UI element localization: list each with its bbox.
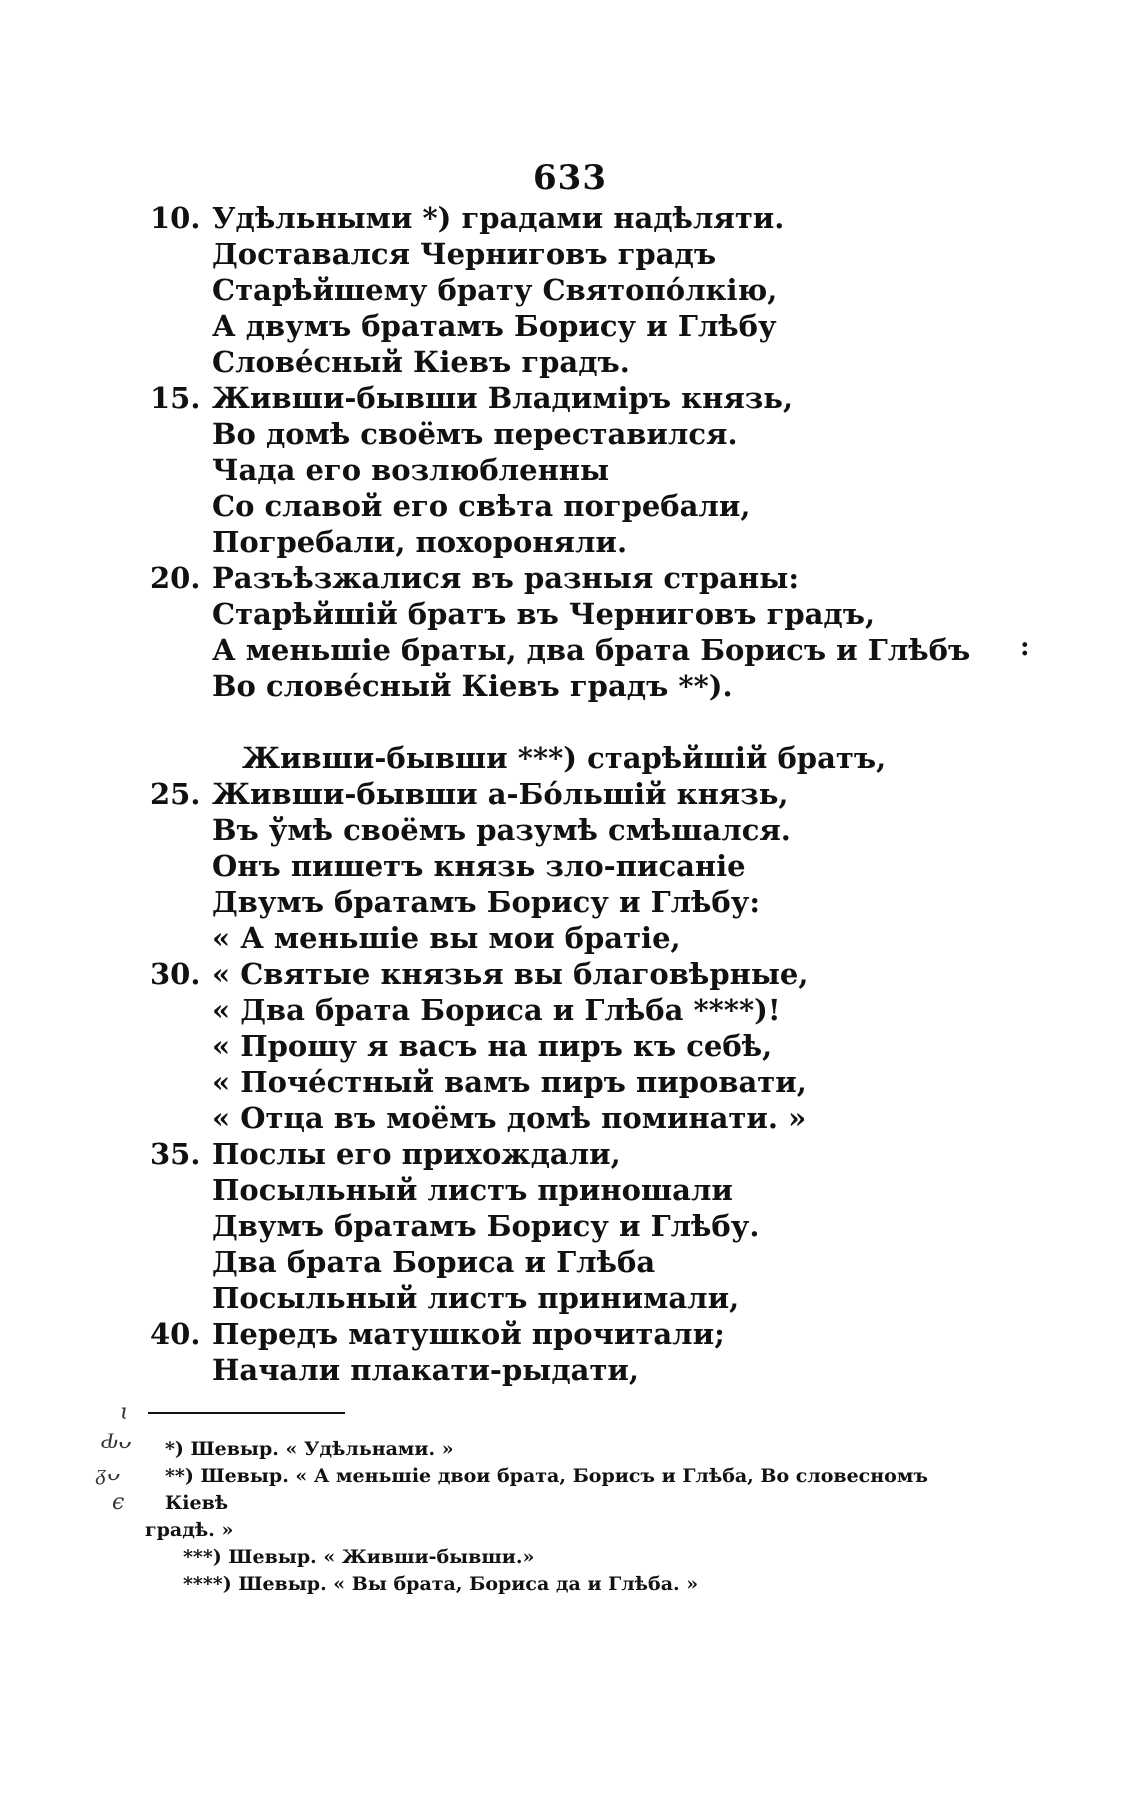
footnote-divider — [148, 1412, 345, 1414]
line-number: 35. — [150, 1137, 201, 1171]
margin-mark-dots: : — [1020, 632, 1030, 662]
line-text: Чада его возлюбленны — [212, 453, 610, 487]
poem-line — [150, 1172, 970, 1208]
poem-line — [150, 776, 970, 812]
footnote-4: ****) Шевыр. « Вы брата, Бориса да и Глѣба. » — [183, 1573, 699, 1595]
poem-line — [150, 956, 970, 992]
poem-line — [150, 1244, 970, 1280]
line-text: Два брата Бориса и Глѣба — [212, 1245, 656, 1279]
line-text: Онъ пишетъ князь зло-писаніе — [212, 849, 746, 883]
line-number: 20. — [150, 561, 201, 595]
line-text: Разъѣзжалися въ разныя страны: — [212, 561, 800, 595]
poem-line — [150, 1352, 970, 1388]
line-text: Старѣйшій братъ въ Черниговъ градъ, — [212, 597, 876, 631]
line-text: « Отца въ моёмъ домѣ поминати. » — [212, 1101, 807, 1135]
poem-line — [150, 596, 970, 632]
poem-line — [150, 884, 970, 920]
line-text: « Святые князья вы благовѣрные, — [212, 957, 809, 991]
poem-line — [150, 1136, 970, 1172]
line-text: « Прошу я васъ на пиръ къ себѣ, — [212, 1029, 773, 1063]
poem-line — [150, 488, 970, 524]
line-text: Посыльный листъ принимали, — [212, 1281, 740, 1315]
poem-line — [150, 632, 970, 668]
poem-line — [150, 236, 970, 272]
line-text: Послы его прихождали, — [212, 1137, 621, 1171]
poem-line — [150, 1316, 970, 1352]
margin-note: Ԃᴗ — [100, 1429, 131, 1454]
footnote-2: **) Шевыр. « А меньшіе двои брата, Борисъ и Глѣба, Во словесномъ Кіевѣ — [165, 1465, 928, 1514]
line-text: Со славой его свѣта погребали, — [212, 489, 751, 523]
line-text: Живши-бывши а-Бόльшій князь, — [212, 777, 789, 811]
line-number: 40. — [150, 1317, 201, 1351]
line-text: « Почéстный вамъ пиръ пировати, — [212, 1065, 807, 1099]
poem-line — [150, 560, 970, 596]
poem-line — [150, 272, 970, 308]
poem-line — [150, 1100, 970, 1136]
line-text: Доставался Черниговъ градъ — [212, 237, 717, 271]
line-text: А двумъ братамъ Борису и Глѣбу — [212, 309, 777, 343]
line-text: А меньшіе браты, два брата Борисъ и Глѣбъ — [212, 633, 971, 667]
line-text: Во словéсный Кіевъ градъ **). — [212, 669, 733, 703]
poem-line — [150, 1064, 970, 1100]
poem-line — [150, 1280, 970, 1316]
poem-line — [150, 380, 970, 416]
line-text: Словéсный Кіевъ градъ. — [212, 345, 630, 379]
line-number: 15. — [150, 381, 201, 415]
footnote-1: *) Шевыр. « Удѣльнами. » — [165, 1438, 454, 1460]
margin-note: ɩ — [120, 1400, 129, 1425]
poem-line — [150, 1028, 970, 1064]
poem-line — [150, 344, 970, 380]
poem-line — [150, 992, 970, 1028]
poem-text — [150, 200, 970, 1388]
poem-line — [150, 1208, 970, 1244]
line-text: « А меньшіе вы мои братіе, — [212, 921, 681, 955]
poem-line — [150, 812, 970, 848]
poem-line — [150, 524, 970, 560]
poem-line — [150, 200, 970, 236]
poem-line — [150, 920, 970, 956]
poem-line — [150, 416, 970, 452]
line-text: Начали плакати-рыдати, — [212, 1353, 640, 1387]
line-text: « Два брата Бориса и Глѣба ****)! — [212, 993, 781, 1027]
footnote-3: ***) Шевыр. « Живши-бывши.» — [183, 1546, 535, 1568]
line-text: Двумъ братамъ Борису и Глѣбу. — [212, 1209, 760, 1243]
poem-line — [150, 668, 970, 704]
line-text: Живши-бывши ***) старѣйшій братъ, — [242, 741, 887, 775]
line-text: Двумъ братамъ Борису и Глѣбу: — [212, 885, 761, 919]
page-number: 633 — [533, 158, 607, 198]
line-text: Посыльный листъ приношали — [212, 1173, 733, 1207]
line-text: Въ ўмѣ своёмъ разумѣ смѣшался. — [212, 813, 791, 847]
margin-note: ϵ — [112, 1490, 125, 1515]
line-text: Старѣйшему брату Святопόлкію, — [212, 273, 778, 307]
line-text: Погребали, похороняли. — [212, 525, 628, 559]
line-text: Во домѣ своёмъ переставился. — [212, 417, 738, 451]
footnote-2-continuation: градѣ. » — [145, 1519, 234, 1541]
line-text: Живши-бывши Владиміръ князь, — [212, 381, 794, 415]
line-number: 30. — [150, 957, 201, 991]
line-number: 10. — [150, 201, 201, 235]
poem-line — [150, 848, 970, 884]
poem-line — [150, 740, 970, 776]
margin-note: ᵹᴗ — [96, 1461, 120, 1486]
line-number: 25. — [150, 777, 201, 811]
footnotes — [145, 1436, 975, 1598]
poem-line — [150, 308, 970, 344]
line-text: Удѣльными *) градами надѣляти. — [212, 201, 785, 235]
poem-line — [150, 452, 970, 488]
line-text: Передъ матушкой прочитали; — [212, 1317, 725, 1351]
